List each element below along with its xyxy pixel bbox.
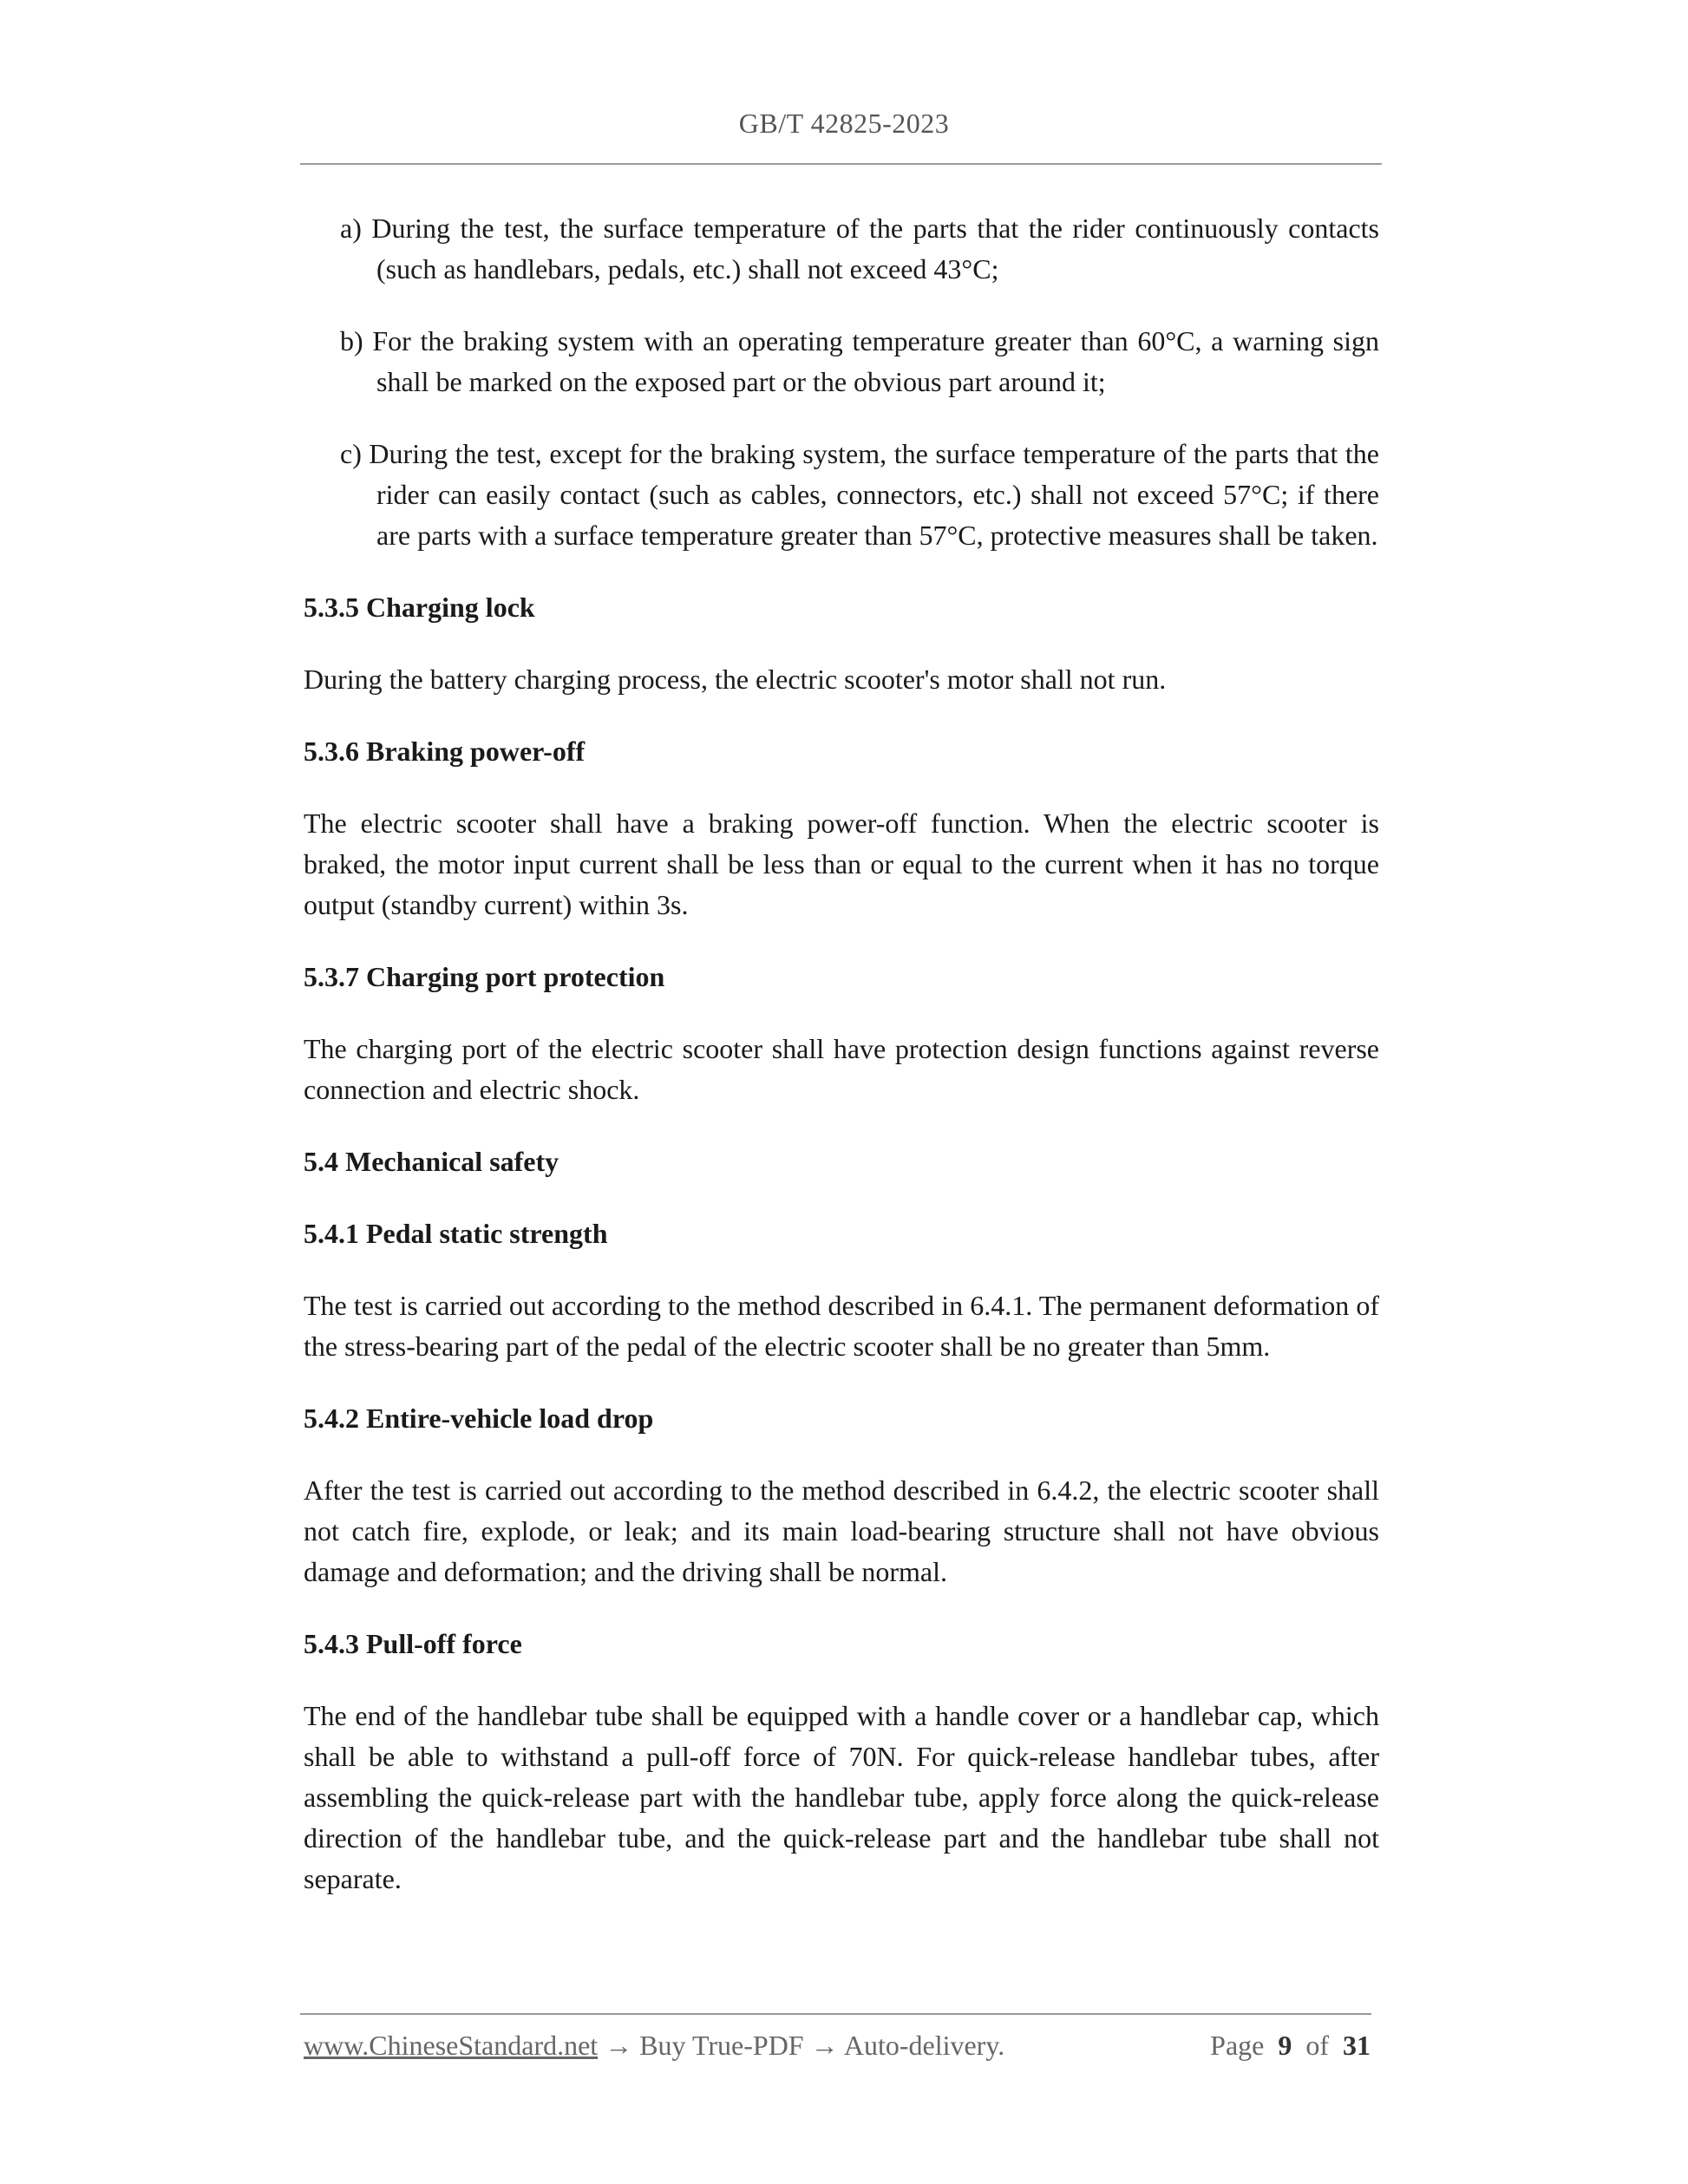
- footer-promo: [304, 2030, 1004, 2062]
- section-heading-5-4: 5.4 Mechanical safety: [304, 1146, 559, 1177]
- document-header-title: GB/T 42825-2023: [738, 108, 950, 139]
- section-body-5-3-5: During the battery charging process, the electric scooter's motor shall not run.: [304, 664, 1167, 695]
- header-divider: [300, 163, 1382, 165]
- page-indicator: [1210, 2030, 1371, 2062]
- section-body-5-4-2: After the test is carried out according to the method described in 6.4.2, the electric scooter shall not catch fire, explode, or leak; and its main load-bearing structure shall not have obvious damage and deformation; and the driving shall be normal.: [304, 1475, 1379, 1587]
- section-heading-5-4-3: 5.4.3 Pull-off force: [304, 1628, 522, 1659]
- section-heading-5-4-2: 5.4.2 Entire-vehicle load drop: [304, 1403, 654, 1434]
- page-total: 31: [1343, 2030, 1371, 2061]
- section-heading-5-3-6: 5.3.6 Braking power-off: [304, 736, 586, 767]
- list-item-a: a) During the test, the surface temperature of the parts that the rider continuously contacts (such as handlebars, pedals, etc.) shall not exceed 43°C;: [340, 213, 1379, 284]
- page-number: 9: [1278, 2030, 1292, 2061]
- section-heading-5-3-5: 5.3.5 Charging lock: [304, 592, 535, 623]
- list-item-b: b) For the braking system with an operating temperature greater than 60°C, a warning sign shall be marked on the exposed part or the obvious part around it;: [340, 325, 1379, 397]
- list-item-c: c) During the test, except for the braking system, the surface temperature of the parts that the rider can easily contact (such as cables, connectors, etc.) shall not exceed 57°C; if there are parts with a surface temperature greater than 57°C, protective measures shall be taken.: [340, 438, 1379, 551]
- footer-promo-text: → Buy True-PDF → Auto-delivery.: [598, 2030, 1005, 2061]
- of-label: of: [1305, 2030, 1329, 2061]
- page-label: Page: [1210, 2030, 1265, 2061]
- section-body-5-3-6: The electric scooter shall have a braking power-off function. When the electric scooter is braked, the motor input current shall be less than or equal to the current when it has no torque output (standby current) within 3s.: [304, 808, 1379, 920]
- footer-divider: [300, 2013, 1371, 2015]
- section-heading-5-3-7: 5.3.7 Charging port protection: [304, 961, 665, 992]
- website-link[interactable]: www.ChineseStandard.net: [304, 2030, 599, 2061]
- section-body-5-4-3: The end of the handlebar tube shall be equipped with a handle cover or a handlebar cap, which shall be able to withstand a pull-off force of 70N. For quick-release handlebar tubes, after assembling the quick-release part with the handlebar tube, apply force along the quick-release direction of the handlebar tube, and the quick-release part and the handlebar tube shall not separate.: [304, 1700, 1379, 1894]
- section-body-5-4-1: The test is carried out according to the method described in 6.4.1. The permanent deformation of the stress-bearing part of the pedal of the electric scooter shall be no greater than 5mm.: [304, 1290, 1379, 1362]
- section-heading-5-4-1: 5.4.1 Pedal static strength: [304, 1218, 608, 1249]
- section-body-5-3-7: The charging port of the electric scooter shall have protection design functions against reverse connection and electric shock.: [304, 1033, 1379, 1105]
- document-body: [304, 208, 1379, 1931]
